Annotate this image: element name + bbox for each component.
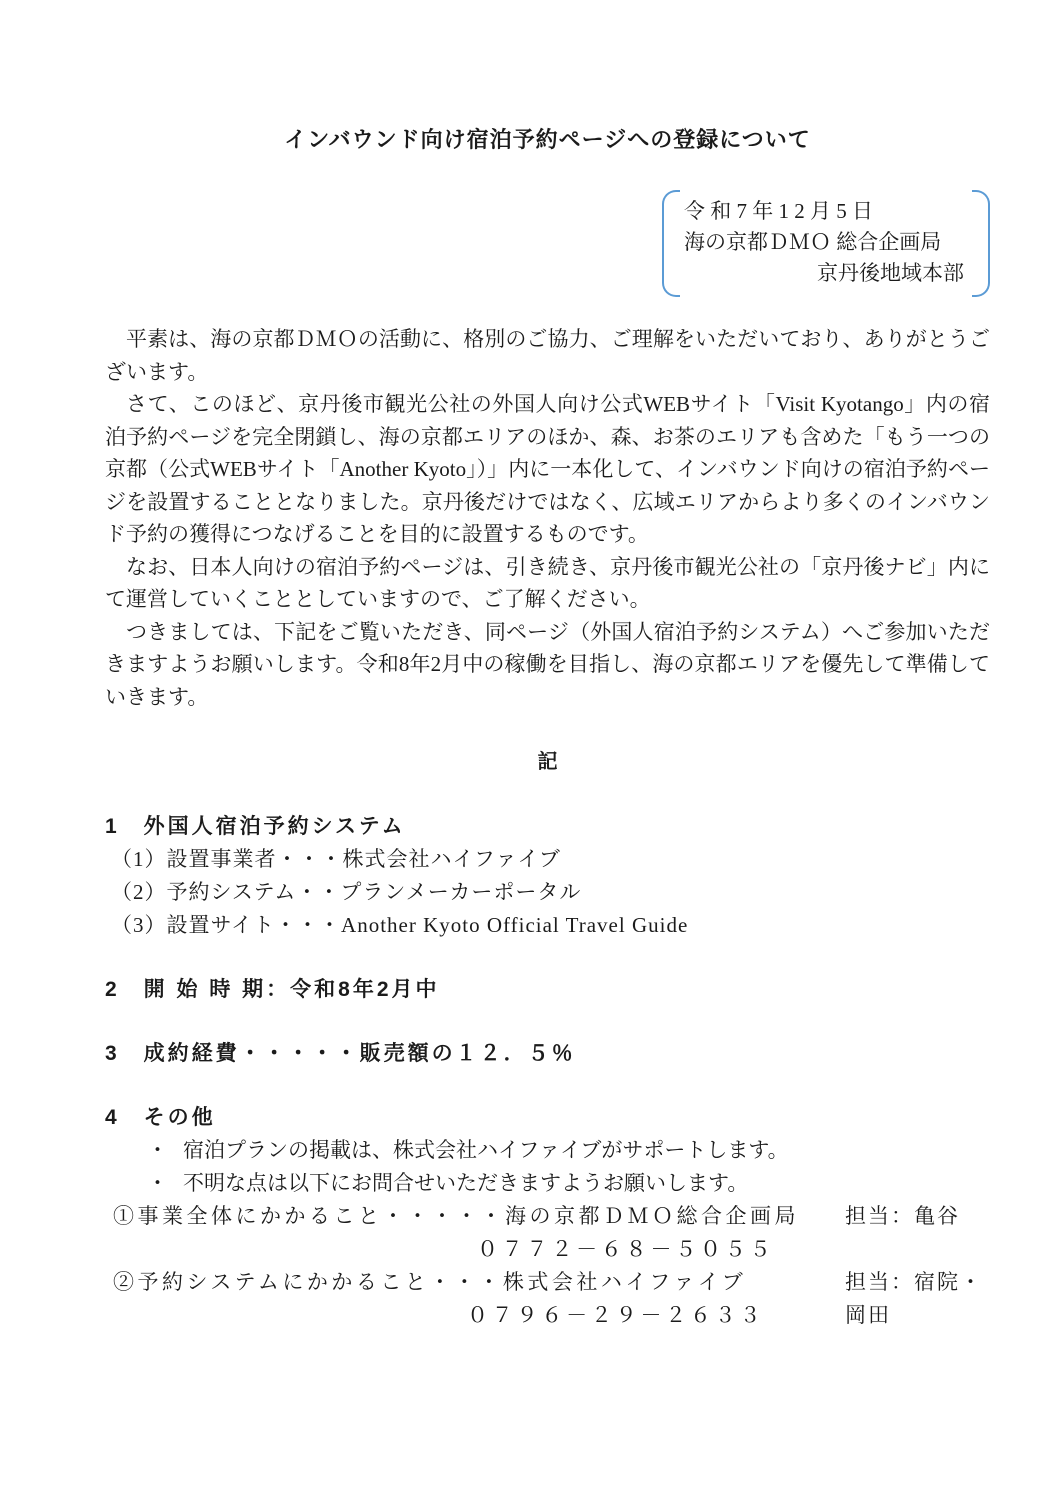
section-1-items — [105, 843, 990, 942]
section-4 — [105, 1101, 990, 1332]
list-item-1: （1）設置事業者・・・株式会社ハイファイブ — [111, 847, 561, 871]
body-paragraph-3: なお、日本人向けの宿泊予約ページは、引き続き、京丹後市観光公社の「京丹後ナビ」内にて運営していくこととしていますので、ご了解ください。 — [105, 554, 990, 611]
left-bracket-decoration — [662, 190, 680, 297]
contact-1-label: ①事業全体にかかること・・・・・海の京都ＤＭＯ総合企画局 — [113, 1204, 799, 1228]
section-3-heading: 3 成約経費・・・・・販売額の１２．５％ — [105, 1042, 576, 1065]
bullet-item-1 — [105, 1134, 990, 1167]
bullet-item-1-text: 宿泊プランの掲載は、株式会社ハイファイブがサポートします。 — [183, 1138, 789, 1162]
list-item-2: （2）予約システム・・プランメーカーポータル — [111, 880, 582, 904]
contact-row-1 — [105, 1200, 990, 1233]
body-paragraph-2: さて、このほど、京丹後市観光公社の外国人向け公式WEBサイト「Visit Kyotango」内の宿泊予約ページを完全閉鎖し、海の京都エリアのほか、森、お茶のエリアも含めた「もう一つの京都（公式WEBサイト「Another Kyoto」）」内に一本化して、インバウンド向けの宿泊予約ページを設置することとなりました。京丹後だけではなく、広域エリアからより多くのインバウンド予約の獲得につなげることを目的に設置するものです。 — [105, 392, 990, 546]
date-block — [662, 190, 990, 297]
contact-1-phone: ０７７２－６８－５０５５ — [477, 1237, 775, 1261]
document-date: 令 和 7 年 1 2 月 5 日 — [684, 199, 873, 223]
bullet-icon: ・ — [147, 1171, 168, 1195]
body-paragraphs — [105, 323, 990, 713]
section-2-heading: 2 開 始 時 期：令和8年2月中 — [105, 978, 440, 1001]
contact-2-person: 担当：宿院・岡田 — [845, 1270, 983, 1327]
issuing-organization: 海の京都ＤＭＯ 総合企画局 — [684, 230, 942, 254]
right-bracket-decoration — [972, 190, 990, 297]
bullet-item-2 — [105, 1167, 990, 1200]
issuing-division: 京丹後地域本部 — [817, 261, 964, 285]
notice-marker: 記 — [537, 751, 558, 773]
section-1 — [105, 810, 990, 942]
section-1-heading: 1 外国人宿泊予約システム — [105, 815, 406, 838]
bullet-item-2-text: 不明な点は以下にお問合せいただきますようお願いします。 — [183, 1171, 749, 1195]
body-paragraph-1: 平素は、海の京都ＤＭＯの活動に、格別のご協力、ご理解をいただいており、ありがとうございます。 — [105, 327, 990, 384]
contact-2-phone: ０７９６－２９－２６３３ — [467, 1303, 765, 1327]
contact-2-label: ②予約システムにかかること・・・株式会社ハイファイブ — [113, 1270, 747, 1294]
contact-1-person: 担当：亀谷 — [845, 1204, 960, 1228]
document-title: インバウンド向け宿泊予約ページへの登録について — [284, 127, 811, 152]
section-4-heading: 4 その他 — [105, 1106, 216, 1129]
body-paragraph-4: つきましては、下記をご覧いただき、同ページ（外国人宿泊予約システム）へご参加いただきますようお願いします。令和8年2月中の稼働を目指し、海の京都エリアを優先して準備していきます。 — [105, 619, 990, 709]
list-item-3: （3）設置サイト・・・Another Kyoto Official Travel Guide — [111, 913, 689, 937]
bullet-icon: ・ — [147, 1138, 168, 1162]
